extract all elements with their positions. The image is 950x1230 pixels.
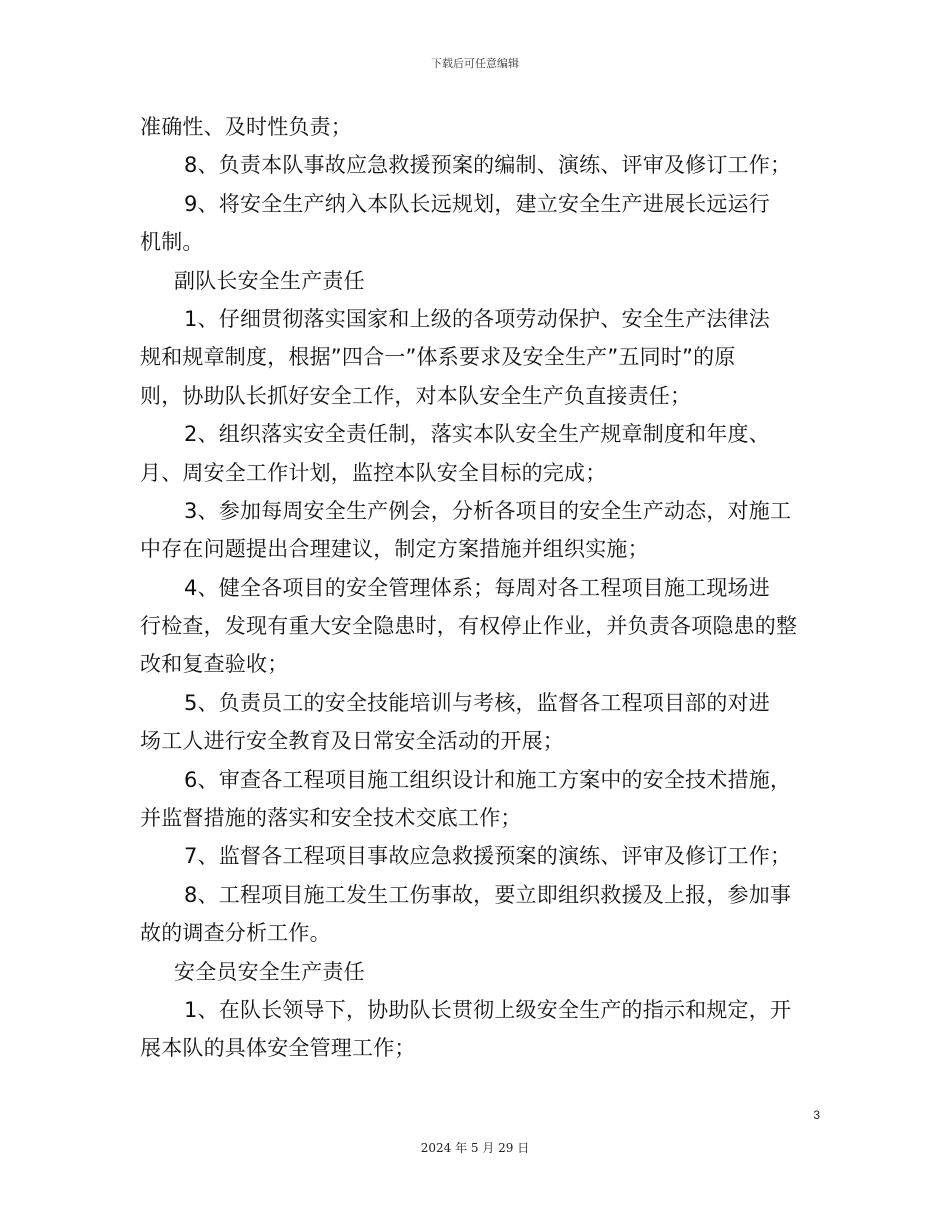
- text-line: 4、健全各项目的安全管理体系；每周对各工程项目施工现场进: [184, 575, 770, 600]
- text-line: 5、负责员工的安全技能培训与考核，监督各工程项目部的对进: [184, 690, 770, 715]
- text-line: 行检查，发现有重大安全隐患时，有权停止作业，并负责各项隐患的整: [140, 614, 798, 639]
- text-line: 故的调查分析工作。: [140, 921, 331, 946]
- footer-date: 2024 年 5 月 29 日: [420, 1141, 530, 1155]
- text-line: 机制。: [140, 230, 204, 255]
- text-line: 9、将安全生产纳入本队长远规划，建立安全生产进展长远运行: [184, 191, 770, 216]
- text-line: 中存在问题提出合理建议，制定方案措施并组织实施；: [140, 537, 649, 562]
- page-header-note: 下载后可任意编辑: [431, 57, 519, 70]
- text-line: 6、审查各工程项目施工组织设计和施工方案中的安全技术措施，: [184, 767, 792, 792]
- text-line: 8、负责本队事故应急救援预案的编制、演练、评审及修订工作；: [184, 153, 792, 178]
- text-line: 月、周安全工作计划，监控本队安全目标的完成；: [140, 460, 607, 485]
- text-line: 准确性、及时性负责；: [140, 115, 352, 139]
- text-line: 1、仔细贯彻落实国家和上级的各项劳动保护、安全生产法律法: [184, 306, 770, 331]
- text-line: 场工人进行安全教育及日常安全活动的开展；: [140, 729, 564, 754]
- document-body: [140, 108, 816, 1068]
- text-line: 展本队的具体安全管理工作；: [140, 1036, 416, 1061]
- text-line: 3、参加每周安全生产例会，分析各项目的安全生产动态，对施工: [184, 498, 792, 523]
- page-number: 3: [813, 1108, 820, 1122]
- text-line: 2、组织落实安全责任制，落实本队安全生产规章制度和年度、: [184, 422, 770, 447]
- section-heading: 副队长安全生产责任: [174, 268, 365, 293]
- text-line: 7、监督各工程项目事故应急救援预案的演练、评审及修订工作；: [184, 844, 792, 869]
- text-line: 规和规章制度，根据”四合一”体系要求及安全生产”五同时”的原: [140, 345, 736, 370]
- text-line: 并监督措施的落实和安全技术交底工作；: [140, 806, 522, 831]
- text-line: 8、工程项目施工发生工伤事故，要立即组织救援及上报，参加事: [184, 882, 792, 907]
- text-line: 则，协助队长抓好安全工作，对本队安全生产负直接责任；: [140, 383, 692, 408]
- text-line: 改和复查验收；: [140, 652, 289, 677]
- section-heading: 安全员安全生产责任: [174, 959, 365, 984]
- text-line: 1、在队长领导下，协助队长贯彻上级安全生产的指示和规定，开: [184, 997, 792, 1022]
